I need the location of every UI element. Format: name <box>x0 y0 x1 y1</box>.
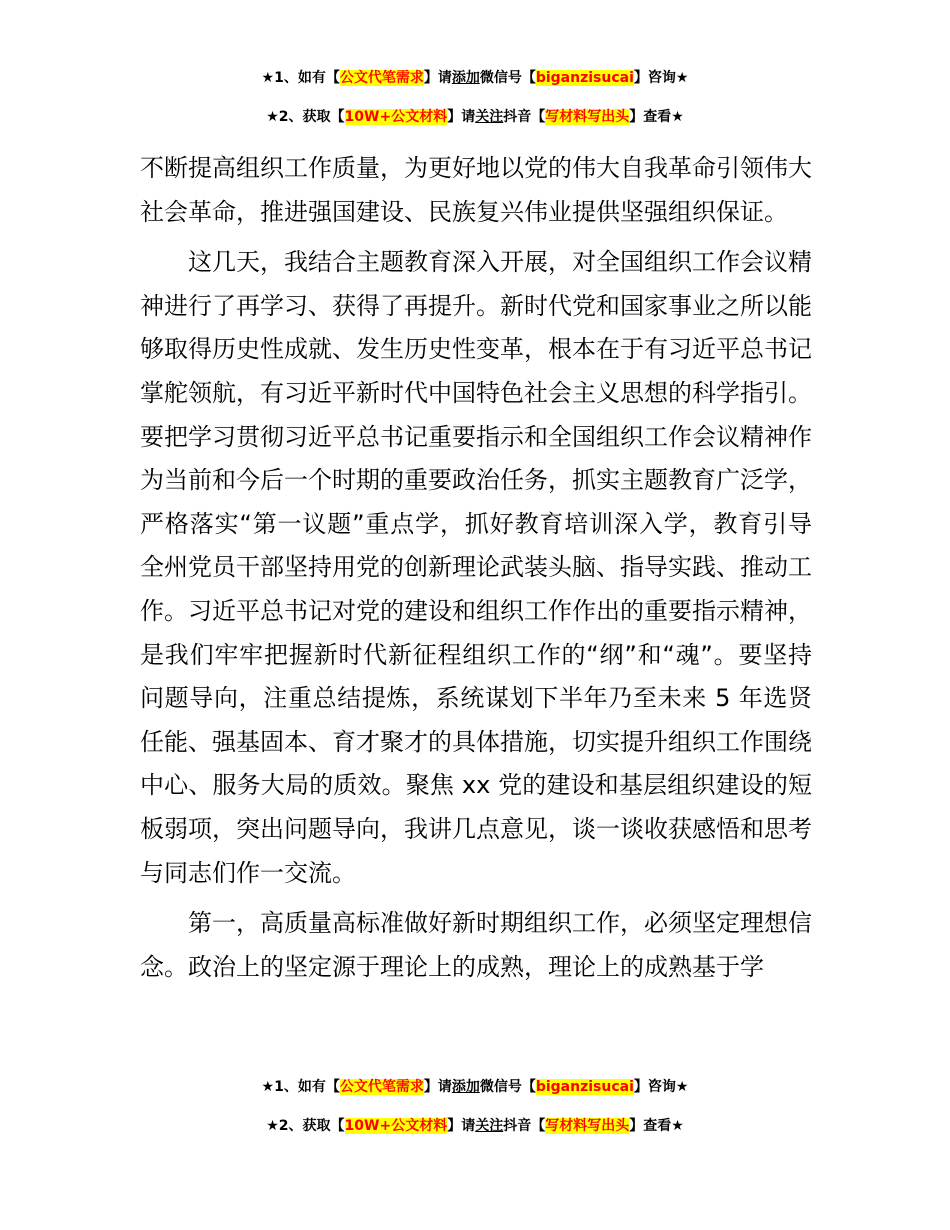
highlight-materials: 10W+公文材料 <box>344 109 448 125</box>
footer-ad-line-2: ★2、获取【10W+公文材料】请关注抖音【写材料写出头】查看★ <box>266 1118 684 1134</box>
header-ad-line-1: ★1、如有【公文代笔需求】请添加微信号【biganzisucai】咨询★ <box>261 70 689 86</box>
douyin-account: 写材料写出头 <box>545 1118 630 1134</box>
highlight-service: 公文代笔需求 <box>339 70 424 86</box>
underlined-follow: 关注 <box>475 1118 504 1134</box>
star-icon: ★ <box>266 1118 279 1134</box>
wechat-id: biganzisucai <box>535 1079 634 1095</box>
paragraph-1: 不断提高组织工作质量，为更好地以党的伟大自我革命引领伟大社会革命，推进强国建设、民族复兴伟业提供坚强组织保证。 <box>140 154 812 226</box>
document-body <box>140 147 812 989</box>
footer-ad-line-1: ★1、如有【公文代笔需求】请添加微信号【biganzisucai】咨询★ <box>261 1079 689 1095</box>
underlined-follow: 关注 <box>475 109 504 125</box>
wechat-id: biganzisucai <box>535 70 634 86</box>
star-icon: ★ <box>266 109 279 125</box>
header-ad-line-2: ★2、获取【10W+公文材料】请关注抖音【写材料写出头】查看★ <box>266 109 684 125</box>
highlight-service: 公文代笔需求 <box>339 1079 424 1095</box>
douyin-account: 写材料写出头 <box>545 109 630 125</box>
star-icon: ★ <box>261 1079 275 1095</box>
paragraph-3: 第一，高质量高标准做好新时期组织工作，必须坚定理想信念。政治上的坚定源于理论上的成熟，理论上的成熟基于学 <box>140 909 812 981</box>
star-icon: ★ <box>261 70 275 86</box>
paragraph-2: 这几天，我结合主题教育深入开展，对全国组织工作会议精神进行了再学习、获得了再提升。新时代党和国家事业之所以能够取得历史性成就、发生历史性变革，根本在于有习近平总书记掌舵领航，有习近平新时代中国特色社会主义思想的科学指引。要把学习贯彻习近平总书记重要指示和全国组织工作会议精神作为当前和今后一个时期的重要政治任务，抓实主题教育广泛学，严格落实“第一议题”重点学，抓好教育培训深入学，教育引导全州党员干部坚持用党的创新理论武装头脑、指导实践、推动工作。习近平总书记对党的建设和组织工作作出的重要指示精神，是我们牢牢把握新时代新征程组织工作的“纲”和“魂”。要坚持问题导向，注重总结提炼，系统谋划下半年乃至未来 5 年选贤任能、强基固本、育才聚才的具体措施，切实提升组织工作围绕中心、服务大局的质效。聚焦 xx 党的建设和基层组织建设的短板弱项，突出问题导向，我讲几点意见，谈一谈收获感悟和思考与同志们作一交流。 <box>140 248 812 887</box>
underlined-add: 添加 <box>451 70 480 86</box>
highlight-materials: 10W+公文材料 <box>344 1118 448 1134</box>
underlined-add: 添加 <box>451 1079 480 1095</box>
